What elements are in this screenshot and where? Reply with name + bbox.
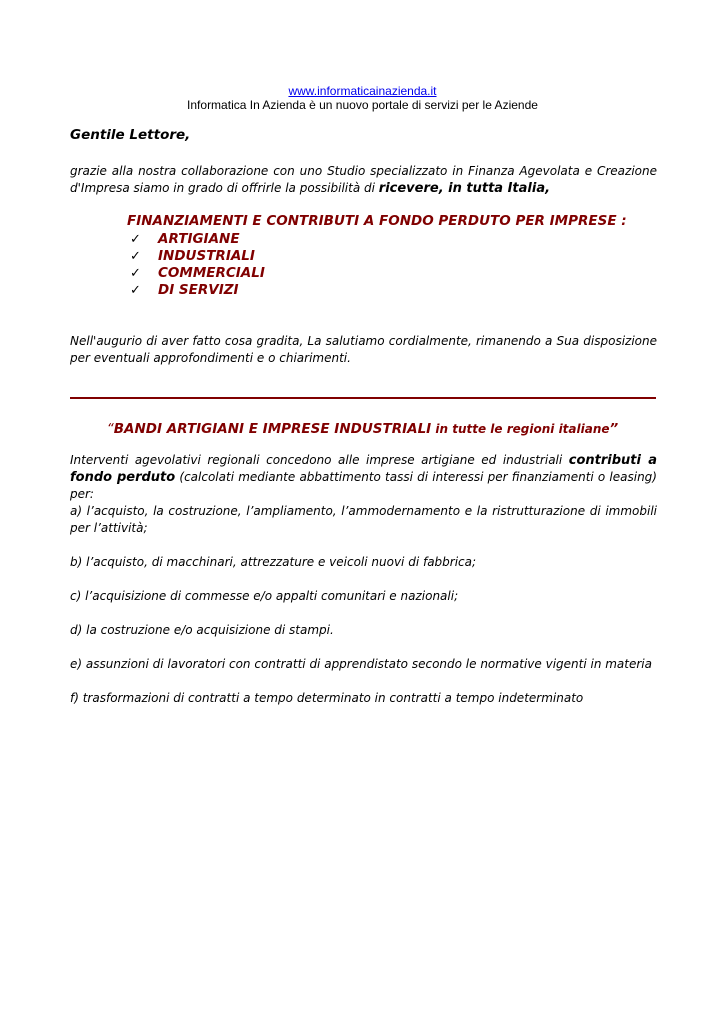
section-divider bbox=[70, 397, 656, 399]
close-quote: ” bbox=[609, 421, 619, 437]
interventi-text: Interventi agevolativi regionali concedono alle imprese artigiane ed industriali bbox=[70, 453, 569, 467]
financing-heading: FINANZIAMENTI E CONTRIBUTI A FONDO PERDUTO PER IMPRESE : bbox=[127, 213, 627, 229]
list-item-label: DI SERVIZI bbox=[158, 282, 239, 298]
intro-paragraph bbox=[70, 163, 657, 197]
header-tagline: Informatica In Azienda è un nuovo portale di servizi per le Aziende bbox=[187, 98, 538, 112]
check-icon: ✓ bbox=[130, 283, 141, 298]
list-item bbox=[130, 248, 265, 265]
check-icon: ✓ bbox=[130, 249, 141, 264]
bandi-subtitle: in tutte le regioni italiane bbox=[431, 422, 610, 436]
list-item bbox=[130, 282, 265, 299]
intro-text: grazie alla nostra collaborazione con uno Studio specializzato in Finanza Agevolata e Creazione d'Impresa siamo in grado di offrirle la possibilità di bbox=[70, 164, 657, 195]
point-e: e) assunzioni di lavoratori con contratti di apprendistato secondo le normative vigenti in materia bbox=[70, 657, 652, 671]
point-f: f) trasformazioni di contratti a tempo determinato in contratti a tempo indeterminato bbox=[70, 691, 584, 705]
interventi-text-after: (calcolati mediante abbattimento tassi di interessi per finanziamenti o leasing) per: bbox=[70, 470, 657, 501]
bandi-heading bbox=[0, 418, 725, 437]
closing-paragraph: Nell'augurio di aver fatto cosa gradita, La salutiamo cordialmente, rimanendo a Sua disposizione per eventuali approfondimenti e o chiarimenti. bbox=[70, 334, 657, 365]
greeting: Gentile Lettore, bbox=[70, 127, 191, 143]
point-d: d) la costruzione e/o acquisizione di stampi. bbox=[70, 623, 334, 637]
point-a: a) l’acquisto, la costruzione, l’ampliamento, l’ammodernamento e la ristrutturazione di immobili per l’attività; bbox=[70, 504, 657, 535]
financing-list bbox=[130, 231, 265, 299]
open-quote: “ bbox=[106, 421, 114, 437]
bandi-title: BANDI ARTIGIANI E IMPRESE INDUSTRIALI bbox=[113, 421, 432, 437]
list-item bbox=[130, 265, 265, 282]
list-item-label: ARTIGIANE bbox=[158, 231, 240, 247]
check-icon: ✓ bbox=[130, 266, 141, 281]
point-b: b) l’acquisto, di macchinari, attrezzature e veicoli nuovi di fabbrica; bbox=[70, 555, 477, 569]
list-item-label: COMMERCIALI bbox=[158, 265, 265, 281]
interventi-bold-text: contributi a fondo perduto bbox=[70, 453, 657, 485]
check-icon: ✓ bbox=[130, 232, 141, 247]
list-item bbox=[130, 231, 265, 248]
point-c: c) l’acquisizione di commesse e/o appalti comunitari e nazionali; bbox=[70, 589, 459, 603]
website-link[interactable]: www.informaticainazienda.it bbox=[288, 84, 437, 98]
list-item-label: INDUSTRIALI bbox=[158, 248, 255, 264]
page-header bbox=[0, 84, 725, 112]
intro-bold-text: ricevere, in tutta Italia, bbox=[378, 181, 551, 196]
interventi-paragraph bbox=[70, 452, 657, 503]
